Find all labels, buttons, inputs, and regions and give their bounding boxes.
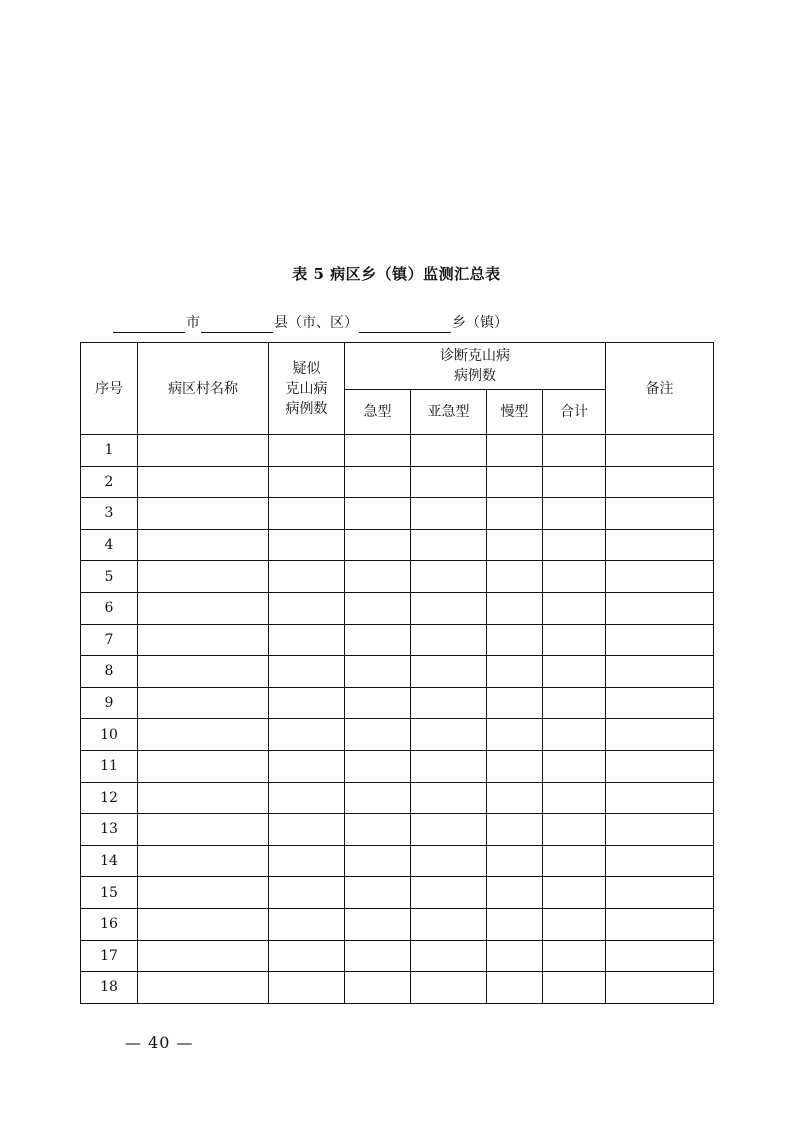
total-cell[interactable] [543, 782, 606, 814]
total-cell[interactable] [543, 940, 606, 972]
chronic-cell[interactable] [487, 687, 543, 719]
header-subacute: 亚急型 [411, 390, 487, 435]
subacute-cell[interactable] [411, 498, 487, 530]
remarks-cell[interactable] [606, 972, 714, 1004]
total-cell[interactable] [543, 814, 606, 846]
chronic-cell[interactable] [487, 719, 543, 751]
table-row [81, 498, 714, 530]
suspected-cases-cell[interactable] [269, 624, 345, 656]
header-diagnosed-line1: 诊断克山病 [440, 348, 510, 364]
suspected-cases-cell[interactable] [269, 435, 345, 467]
remarks-cell[interactable] [606, 498, 714, 530]
chronic-cell[interactable] [487, 814, 543, 846]
table-row [81, 750, 714, 782]
table-row [81, 592, 714, 624]
chronic-cell[interactable] [487, 466, 543, 498]
total-cell[interactable] [543, 624, 606, 656]
row-number: 15 [81, 877, 138, 909]
header-suspected-line3: 病例数 [285, 400, 328, 417]
total-cell[interactable] [543, 877, 606, 909]
table-title: 表 5 病区乡（镇）监测汇总表 [292, 265, 501, 283]
suspected-cases-cell[interactable] [269, 466, 345, 498]
row-number: 11 [81, 750, 138, 782]
row-number: 7 [81, 624, 138, 656]
chronic-cell[interactable] [487, 561, 543, 593]
page-number: — 40 — [125, 1033, 194, 1052]
row-number: 8 [81, 656, 138, 688]
table-row [81, 624, 714, 656]
row-number: 4 [81, 529, 138, 561]
suspected-cases-cell[interactable] [269, 719, 345, 751]
suspected-cases-cell[interactable] [269, 656, 345, 688]
acute-cell[interactable] [345, 624, 411, 656]
chronic-cell[interactable] [487, 908, 543, 940]
subacute-cell[interactable] [411, 529, 487, 561]
township-blank[interactable] [359, 314, 451, 333]
table-row [81, 719, 714, 751]
suspected-cases-cell[interactable] [269, 687, 345, 719]
row-number: 10 [81, 719, 138, 751]
acute-cell[interactable] [345, 435, 411, 467]
row-number: 17 [81, 940, 138, 972]
acute-cell[interactable] [345, 719, 411, 751]
monitoring-summary-table [80, 342, 714, 1004]
header-suspected-cases [269, 343, 345, 435]
total-cell[interactable] [543, 750, 606, 782]
village-name-cell[interactable] [138, 656, 269, 688]
total-cell[interactable] [543, 719, 606, 751]
remarks-cell[interactable] [606, 687, 714, 719]
total-cell[interactable] [543, 592, 606, 624]
total-cell[interactable] [543, 435, 606, 467]
row-number: 9 [81, 687, 138, 719]
subacute-cell[interactable] [411, 782, 487, 814]
header-diagnosed-line2: 病例数 [454, 368, 496, 384]
chronic-cell[interactable] [487, 877, 543, 909]
subacute-cell[interactable] [411, 845, 487, 877]
remarks-cell[interactable] [606, 814, 714, 846]
row-number: 5 [81, 561, 138, 593]
total-cell[interactable] [543, 561, 606, 593]
remarks-cell[interactable] [606, 940, 714, 972]
header-diagnosed-cases [345, 343, 606, 390]
row-number: 12 [81, 782, 138, 814]
chronic-cell[interactable] [487, 592, 543, 624]
city-suffix: 市 [186, 315, 200, 331]
subacute-cell[interactable] [411, 940, 487, 972]
remarks-cell[interactable] [606, 466, 714, 498]
suspected-cases-cell[interactable] [269, 940, 345, 972]
acute-cell[interactable] [345, 814, 411, 846]
suspected-cases-cell[interactable] [269, 877, 345, 909]
total-cell[interactable] [543, 498, 606, 530]
suspected-cases-cell[interactable] [269, 845, 345, 877]
total-cell[interactable] [543, 687, 606, 719]
village-name-cell[interactable] [138, 940, 269, 972]
chronic-cell[interactable] [487, 750, 543, 782]
total-cell[interactable] [543, 908, 606, 940]
village-name-cell[interactable] [138, 498, 269, 530]
total-cell[interactable] [543, 845, 606, 877]
remarks-cell[interactable] [606, 624, 714, 656]
acute-cell[interactable] [345, 845, 411, 877]
suspected-cases-cell[interactable] [269, 592, 345, 624]
row-number: 3 [81, 498, 138, 530]
village-name-cell[interactable] [138, 750, 269, 782]
header-suspected-line1: 疑似 [292, 360, 321, 377]
remarks-cell[interactable] [606, 750, 714, 782]
row-number: 13 [81, 814, 138, 846]
table-row [81, 845, 714, 877]
remarks-cell[interactable] [606, 529, 714, 561]
subacute-cell[interactable] [411, 466, 487, 498]
chronic-cell[interactable] [487, 656, 543, 688]
subacute-cell[interactable] [411, 687, 487, 719]
acute-cell[interactable] [345, 466, 411, 498]
remarks-cell[interactable] [606, 656, 714, 688]
acute-cell[interactable] [345, 656, 411, 688]
header-suspected-line2: 克山病 [285, 380, 328, 397]
total-cell[interactable] [543, 972, 606, 1004]
village-name-cell[interactable] [138, 877, 269, 909]
table-row [81, 877, 714, 909]
acute-cell[interactable] [345, 750, 411, 782]
table-row [81, 687, 714, 719]
village-name-cell[interactable] [138, 908, 269, 940]
subacute-cell[interactable] [411, 719, 487, 751]
subacute-cell[interactable] [411, 750, 487, 782]
table-row [81, 656, 714, 688]
suspected-cases-cell[interactable] [269, 782, 345, 814]
remarks-cell[interactable] [606, 561, 714, 593]
header-village-name: 病区村名称 [138, 343, 269, 435]
village-name-cell[interactable] [138, 845, 269, 877]
village-name-cell[interactable] [138, 592, 269, 624]
village-name-cell[interactable] [138, 624, 269, 656]
chronic-cell[interactable] [487, 782, 543, 814]
suspected-cases-cell[interactable] [269, 561, 345, 593]
acute-cell[interactable] [345, 972, 411, 1004]
city-blank[interactable] [113, 314, 185, 333]
remarks-cell[interactable] [606, 782, 714, 814]
suspected-cases-cell[interactable] [269, 908, 345, 940]
location-line [113, 311, 509, 333]
table-row [81, 466, 714, 498]
chronic-cell[interactable] [487, 529, 543, 561]
table-row [81, 561, 714, 593]
remarks-cell[interactable] [606, 435, 714, 467]
header-serial: 序号 [81, 343, 138, 435]
suspected-cases-cell[interactable] [269, 750, 345, 782]
row-number: 14 [81, 845, 138, 877]
table-row [81, 814, 714, 846]
row-number: 1 [81, 435, 138, 467]
remarks-cell[interactable] [606, 908, 714, 940]
village-name-cell[interactable] [138, 972, 269, 1004]
suspected-cases-cell[interactable] [269, 498, 345, 530]
subacute-cell[interactable] [411, 435, 487, 467]
total-cell[interactable] [543, 466, 606, 498]
table-row [81, 908, 714, 940]
acute-cell[interactable] [345, 498, 411, 530]
acute-cell[interactable] [345, 561, 411, 593]
remarks-cell[interactable] [606, 592, 714, 624]
table-body [81, 435, 714, 1004]
village-name-cell[interactable] [138, 782, 269, 814]
remarks-cell[interactable] [606, 877, 714, 909]
acute-cell[interactable] [345, 687, 411, 719]
village-name-cell[interactable] [138, 814, 269, 846]
row-number: 2 [81, 466, 138, 498]
row-number: 18 [81, 972, 138, 1004]
chronic-cell[interactable] [487, 845, 543, 877]
row-number: 16 [81, 908, 138, 940]
header-acute: 急型 [345, 390, 411, 435]
suspected-cases-cell[interactable] [269, 814, 345, 846]
village-name-cell[interactable] [138, 466, 269, 498]
subacute-cell[interactable] [411, 908, 487, 940]
acute-cell[interactable] [345, 877, 411, 909]
chronic-cell[interactable] [487, 940, 543, 972]
row-number: 6 [81, 592, 138, 624]
county-suffix: 县（市、区） [274, 315, 358, 331]
table-row [81, 782, 714, 814]
subacute-cell[interactable] [411, 656, 487, 688]
village-name-cell[interactable] [138, 435, 269, 467]
remarks-cell[interactable] [606, 719, 714, 751]
total-cell[interactable] [543, 529, 606, 561]
subacute-cell[interactable] [411, 624, 487, 656]
remarks-cell[interactable] [606, 845, 714, 877]
chronic-cell[interactable] [487, 624, 543, 656]
header-chronic: 慢型 [487, 390, 543, 435]
village-name-cell[interactable] [138, 529, 269, 561]
village-name-cell[interactable] [138, 687, 269, 719]
subacute-cell[interactable] [411, 877, 487, 909]
subacute-cell[interactable] [411, 592, 487, 624]
table-row [81, 940, 714, 972]
acute-cell[interactable] [345, 908, 411, 940]
suspected-cases-cell[interactable] [269, 529, 345, 561]
acute-cell[interactable] [345, 592, 411, 624]
subacute-cell[interactable] [411, 561, 487, 593]
suspected-cases-cell[interactable] [269, 972, 345, 1004]
header-total: 合计 [543, 390, 606, 435]
acute-cell[interactable] [345, 529, 411, 561]
acute-cell[interactable] [345, 782, 411, 814]
county-blank[interactable] [201, 314, 273, 333]
village-name-cell[interactable] [138, 719, 269, 751]
township-suffix: 乡（镇） [452, 315, 508, 331]
table-row [81, 972, 714, 1004]
chronic-cell[interactable] [487, 498, 543, 530]
header-remarks: 备注 [606, 343, 714, 435]
village-name-cell[interactable] [138, 561, 269, 593]
table-row [81, 435, 714, 467]
subacute-cell[interactable] [411, 972, 487, 1004]
acute-cell[interactable] [345, 940, 411, 972]
table-row [81, 529, 714, 561]
header-row-1 [81, 343, 714, 390]
total-cell[interactable] [543, 656, 606, 688]
chronic-cell[interactable] [487, 435, 543, 467]
chronic-cell[interactable] [487, 972, 543, 1004]
subacute-cell[interactable] [411, 814, 487, 846]
